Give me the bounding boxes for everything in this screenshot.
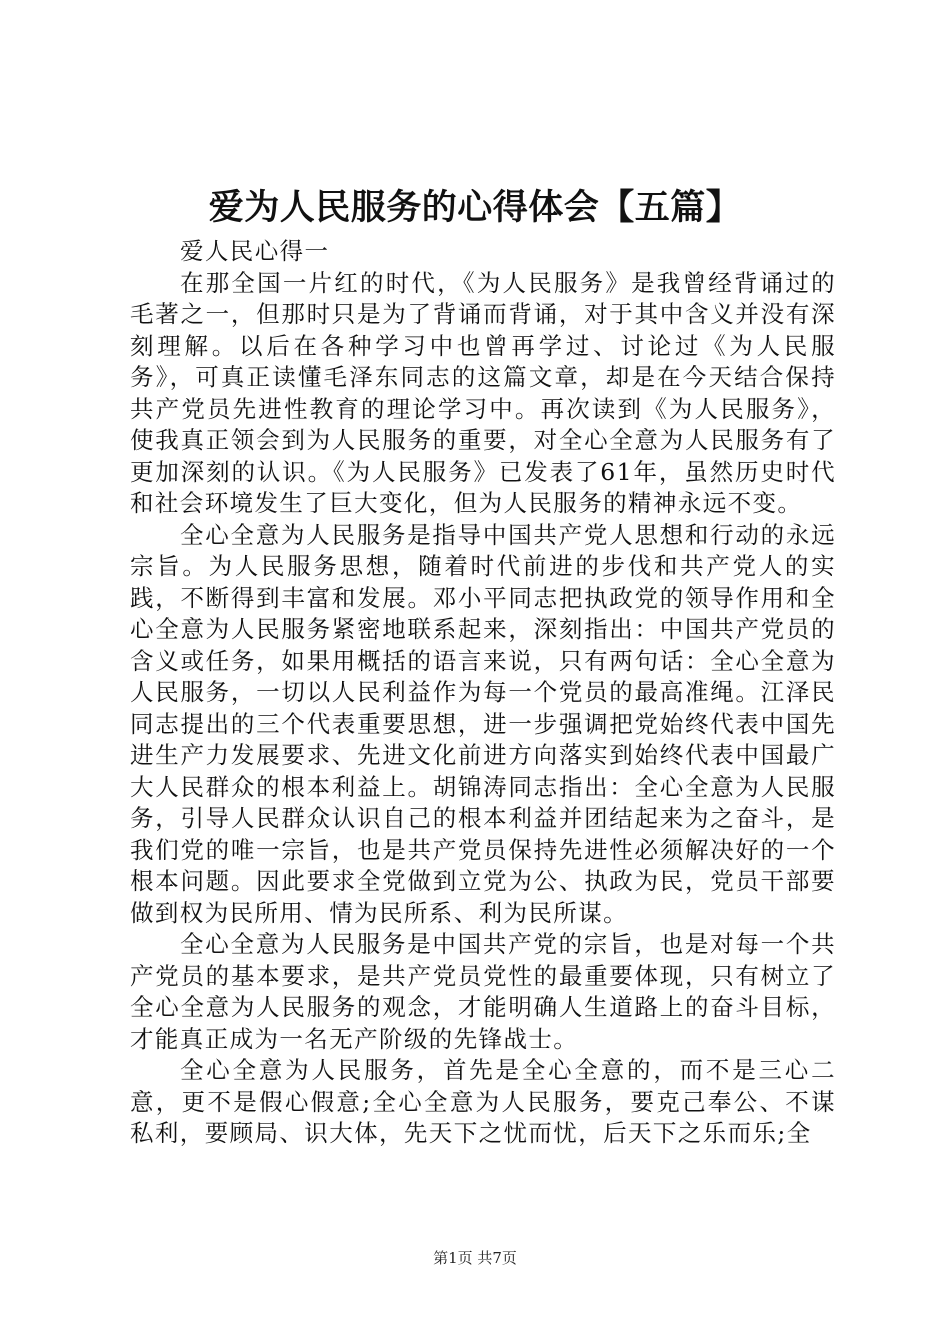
- section-heading: 爱人民心得一: [180, 237, 330, 265]
- paragraph-4: 全心全意为人民服务，首先是全心全意的，而不是三心二意，更不是假心假意;全心全意为人民服务，要克己奉公、不谋私利，要顾局、识大体，先天下之忧而忧，后天下之乐而乐;全: [130, 1056, 836, 1147]
- document-title: 爱为人民服务的心得体会【五篇】: [208, 188, 742, 228]
- paragraph-3: 全心全意为人民服务是中国共产党的宗旨，也是对每一个共产党员的基本要求，是共产党员党性的最重要体现，只有树立了全心全意为人民服务的观念，才能明确人生道路上的奋斗目标，才能真正成为一名无产阶级的先锋战士。: [130, 930, 836, 1053]
- paragraph-1: 在那全国一片红的时代，《为人民服务》是我曾经背诵过的毛著之一，但那时只是为了背诵而背诵，对于其中含义并没有深刻理解。以后在各种学习中也曾再学过、讨论过《为人民服务》，可真正读懂毛泽东同志的这篇文章，却是在今天结合保持共产党员先进性教育的理论学习中。再次读到《为人民服务》，使我真正领会到为人民服务的重要，对全心全意为人民服务有了更加深刻的认识。《为人民服务》已发表了61年，虽然历史时代和社会环境发生了巨大变化，但为人民服务的精神永远不变。: [130, 268, 836, 517]
- document-body: [130, 236, 836, 1150]
- page-footer: 第1页 共7页: [433, 1249, 517, 1267]
- paragraph-2: 全心全意为人民服务是指导中国共产党人思想和行动的永远宗旨。为人民服务思想，随着时代前进的步伐和共产党人的实践，不断得到丰富和发展。邓小平同志把执政党的领导作用和全心全意为人民服务紧密地联系起来，深刻指出：中国共产党员的含义或任务，如果用概括的语言来说，只有两句话：全心全意为人民服务，一切以人民利益作为每一个党员的最高准绳。江泽民同志提出的三个代表重要思想，进一步强调把党始终代表中国先进生产力发展要求、先进文化前进方向落实到始终代表中国最广大人民群众的根本利益上。胡锦涛同志指出：全心全意为人民服务，引导人民群众认识自己的根本利益并团结起来为之奋斗，是我们党的唯一宗旨，也是共产党员保持先进性必须解决好的一个根本问题。因此要求全党做到立党为公、执政为民，党员干部要做到权为民所用、情为民所系、利为民所谋。: [130, 520, 836, 927]
